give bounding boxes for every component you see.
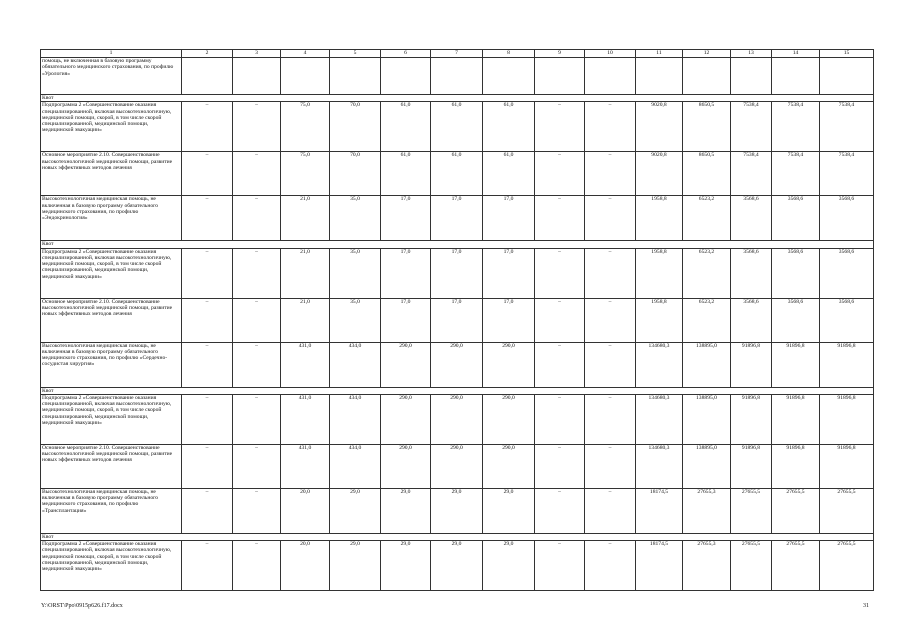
table-cell: 61,0 [483, 102, 535, 152]
table-cell: 21,0 [281, 196, 330, 241]
table-cell: 3568,6 [820, 248, 874, 298]
table-cell [585, 58, 636, 95]
table-cell: – [585, 196, 636, 241]
column-header: 9 [535, 50, 585, 58]
table-cell: 18174,5 [636, 488, 683, 533]
table-cell: 91896,8 [820, 394, 874, 444]
table-cell: – [585, 152, 636, 196]
column-header: 15 [820, 50, 874, 58]
table-cell: 431,0 [281, 342, 330, 387]
table-cell: 29,0 [330, 488, 381, 533]
table-cell: 134680,3 [636, 394, 683, 444]
table-cell: 75,0 [281, 152, 330, 196]
table-cell: – [585, 488, 636, 533]
table-cell: 9020,8 [636, 152, 683, 196]
table-cell: 8650,5 [683, 152, 731, 196]
table-cell: 434,0 [330, 394, 381, 444]
table-cell: – [585, 102, 636, 152]
table-cell [431, 58, 483, 95]
table-cell: 3568,6 [772, 298, 820, 342]
table-cell: – [585, 342, 636, 387]
table-cell: 35,0 [330, 248, 381, 298]
column-header: 12 [683, 50, 731, 58]
table-cell: 20,0 [281, 488, 330, 533]
row-label: Подпрограмма 2 «Совершенствование оказания специализированной, включая высокотехнологичную, медицинской помощи, скорой, в том числе скорой специализированной, медицинской помощи, медицинской эвакуации» [41, 102, 182, 152]
table-cell: 61,0 [431, 152, 483, 196]
table-cell: 35,0 [330, 298, 381, 342]
footer-file-path: Y:\ORST\Ppo\0915p626.f17.docx [41, 603, 123, 609]
row-label: помощь, не включенная в базовую программу обязательного медицинского страхования, по профилю «Урология» [41, 58, 182, 95]
table-cell: 21,0 [281, 248, 330, 298]
table-row [41, 541, 874, 591]
table-cell: – [535, 394, 585, 444]
table-cell: 27655,5 [772, 488, 820, 533]
row-label: Подпрограмма 2 «Совершенствование оказания специализированной, включая высокотехнологичную, медицинской помощи, скорой, в том числе скорой специализированной, медицинской помощи, медицинской эвакуации» [41, 394, 182, 444]
column-header: 5 [330, 50, 381, 58]
table-cell: 17,0 [431, 298, 483, 342]
table-cell: 29,0 [381, 488, 431, 533]
table-cell: 134680,3 [636, 342, 683, 387]
table-cell: – [182, 248, 233, 298]
table-cell [772, 58, 820, 95]
table-cell: 35,0 [330, 196, 381, 241]
table-cell: 434,0 [330, 444, 381, 488]
table-cell [731, 58, 772, 95]
table-cell: 6523,2 [683, 196, 731, 241]
table-cell: 17,0 [431, 248, 483, 298]
table-cell: 27655,5 [820, 541, 874, 591]
data-table [40, 49, 874, 591]
table-cell: 29,0 [483, 488, 535, 533]
table-cell: 17,0 [483, 298, 535, 342]
table-cell: 3568,6 [731, 196, 772, 241]
table-cell [381, 58, 431, 95]
column-header: 10 [585, 50, 636, 58]
table-cell: 138895,0 [683, 342, 731, 387]
table-cell: 138895,0 [683, 394, 731, 444]
table-cell: 27655,5 [731, 488, 772, 533]
table-cell: 18174,5 [636, 541, 683, 591]
row-label: Подпрограмма 2 «Совершенствование оказания специализированной, включая высокотехнологичную, медицинской помощи, скорой, в том числе скорой специализированной, медицинской помощи, медицинской эвакуации» [41, 541, 182, 591]
table-row [41, 488, 874, 533]
column-header: 13 [731, 50, 772, 58]
table-cell: – [585, 394, 636, 444]
table-cell: – [535, 488, 585, 533]
table-cell: 290,0 [431, 394, 483, 444]
table-cell: – [182, 541, 233, 591]
row-label: Высокотехнологичная медицинская помощь, не включенная в базовую программу обязательного медицинского страхования, по профилю «Сердечно-сосудистая хирургия» [41, 342, 182, 387]
column-header: 6 [381, 50, 431, 58]
table-cell: 17,0 [381, 196, 431, 241]
table-cell: – [182, 196, 233, 241]
table-row [41, 342, 874, 387]
table-cell: 431,0 [281, 394, 330, 444]
table-row [41, 58, 874, 95]
table-row [41, 196, 874, 241]
table-cell: 434,0 [330, 342, 381, 387]
table-cell [233, 58, 281, 95]
section-label: Квот [41, 241, 874, 248]
table-cell [535, 58, 585, 95]
column-header: 11 [636, 50, 683, 58]
table-cell: – [182, 342, 233, 387]
row-label: Подпрограмма 2 «Совершенствование оказания специализированной, включая высокотехнологичную, медицинской помощи, скорой, в том числе скорой специализированной, медицинской помощи, медицинской эвакуации» [41, 248, 182, 298]
row-label: Основное мероприятие 2.10. Совершенствование высокотехнологичной медицинской помощи, развитие новых эффективных методов лечения [41, 444, 182, 488]
table-cell: – [585, 298, 636, 342]
table-cell: 290,0 [483, 394, 535, 444]
table-cell: 21,0 [281, 298, 330, 342]
table-row [41, 298, 874, 342]
table-cell: 61,0 [431, 102, 483, 152]
table-cell: – [535, 152, 585, 196]
section-row [41, 95, 874, 102]
table-cell: 290,0 [381, 394, 431, 444]
table-cell: 17,0 [483, 248, 535, 298]
table-cell: 27655,5 [772, 541, 820, 591]
table-cell: 290,0 [483, 444, 535, 488]
table-cell [683, 58, 731, 95]
table-cell [820, 58, 874, 95]
table-cell: 1958,8 [636, 196, 683, 241]
table-cell: – [233, 488, 281, 533]
row-label: Основное мероприятие 2.10. Совершенствование высокотехнологичной медицинской помощи, развитие новых эффективных методов лечения [41, 298, 182, 342]
table-cell: – [535, 102, 585, 152]
table-cell: 431,0 [281, 444, 330, 488]
table-cell: – [233, 196, 281, 241]
table-cell: 9020,8 [636, 102, 683, 152]
table-cell: 7538,4 [731, 152, 772, 196]
table-cell: 91896,8 [820, 342, 874, 387]
table-cell: 290,0 [381, 342, 431, 387]
table-cell: 6523,2 [683, 248, 731, 298]
page-number: 31 [863, 603, 869, 609]
table-cell: 7538,4 [820, 102, 874, 152]
table-cell: 27655,5 [820, 488, 874, 533]
table-cell: 29,0 [381, 541, 431, 591]
table-cell: 17,0 [381, 298, 431, 342]
table-cell: 6523,2 [683, 298, 731, 342]
row-label: Высокотехнологичная медицинская помощь, не включенная в базовую программу обязательного медицинского страхования, по профилю «Эндокринология» [41, 196, 182, 241]
table-cell [281, 58, 330, 95]
table-cell: – [182, 444, 233, 488]
table-cell: 3568,6 [731, 248, 772, 298]
table-cell: 91896,8 [772, 342, 820, 387]
table-cell: 29,0 [483, 541, 535, 591]
table-cell [330, 58, 381, 95]
table-cell: 70,0 [330, 102, 381, 152]
table-cell: 3568,6 [772, 248, 820, 298]
table-cell: 27655,5 [731, 541, 772, 591]
table-cell: – [535, 541, 585, 591]
table-cell: 27655,3 [683, 488, 731, 533]
table-cell: 70,0 [330, 152, 381, 196]
table-cell: 29,0 [431, 488, 483, 533]
row-label: Основное мероприятие 2.10. Совершенствование высокотехнологичной медицинской помощи, развитие новых эффективных методов лечения [41, 152, 182, 196]
column-header: 3 [233, 50, 281, 58]
table-cell: – [535, 196, 585, 241]
table-cell: 7538,4 [772, 152, 820, 196]
column-header: 7 [431, 50, 483, 58]
column-header: 1 [41, 50, 182, 58]
table-cell: 91896,8 [820, 444, 874, 488]
table-cell: 91896,8 [731, 444, 772, 488]
table-cell: – [182, 394, 233, 444]
table-cell: 61,0 [381, 152, 431, 196]
table-cell [483, 58, 535, 95]
table-cell: 138895,0 [683, 444, 731, 488]
table-cell: 29,0 [330, 541, 381, 591]
table-row [41, 444, 874, 488]
table-cell: 7538,4 [772, 102, 820, 152]
table-cell: – [585, 541, 636, 591]
table-cell: – [182, 102, 233, 152]
table-cell: – [182, 152, 233, 196]
table-cell: – [233, 394, 281, 444]
table-cell: – [233, 541, 281, 591]
section-row [41, 533, 874, 540]
table-cell [636, 58, 683, 95]
table-cell: 75,0 [281, 102, 330, 152]
table-cell: 20,0 [281, 541, 330, 591]
table-cell: 290,0 [381, 444, 431, 488]
table-cell: – [182, 488, 233, 533]
section-label: Квот [41, 387, 874, 394]
column-header: 2 [182, 50, 233, 58]
table-row [41, 394, 874, 444]
table-cell: 7538,4 [820, 152, 874, 196]
table-cell: 3568,6 [772, 196, 820, 241]
table-cell: 134680,3 [636, 444, 683, 488]
table-cell: 290,0 [431, 342, 483, 387]
table-cell: 290,0 [431, 444, 483, 488]
section-row [41, 241, 874, 248]
table-cell: – [535, 248, 585, 298]
table-cell: 27655,3 [683, 541, 731, 591]
table-cell: 91896,8 [772, 394, 820, 444]
table-cell: 61,0 [381, 102, 431, 152]
table-cell: 8650,5 [683, 102, 731, 152]
table-cell: – [182, 298, 233, 342]
column-header: 14 [772, 50, 820, 58]
table-cell: – [233, 248, 281, 298]
table-cell: 17,0 [381, 248, 431, 298]
table-cell: – [535, 444, 585, 488]
table-cell [182, 58, 233, 95]
table-cell: 3568,6 [820, 196, 874, 241]
column-header: 4 [281, 50, 330, 58]
section-row [41, 387, 874, 394]
table-cell: – [585, 248, 636, 298]
table-cell: – [585, 444, 636, 488]
table-cell: 1958,8 [636, 298, 683, 342]
table-cell: – [535, 342, 585, 387]
row-label: Высокотехнологичная медицинская помощь, не включенная в базовую программу обязательного медицинского страхования, по профилю «Трансплантация» [41, 488, 182, 533]
table-row [41, 102, 874, 152]
table-cell: 1958,8 [636, 248, 683, 298]
table-cell: 3568,6 [731, 298, 772, 342]
table-cell: – [233, 102, 281, 152]
table-cell: 91896,8 [731, 342, 772, 387]
table-cell: 3568,6 [820, 298, 874, 342]
table-cell: 17,0 [483, 196, 535, 241]
header-row [41, 50, 874, 58]
table-cell: 7538,4 [731, 102, 772, 152]
table-row [41, 248, 874, 298]
table-cell: 17,0 [431, 196, 483, 241]
table-cell: 290,0 [483, 342, 535, 387]
section-label: Квот [41, 533, 874, 540]
table-cell: 29,0 [431, 541, 483, 591]
section-label: Квот [41, 95, 874, 102]
table-cell: – [233, 444, 281, 488]
table-cell: 61,0 [483, 152, 535, 196]
table-cell: – [233, 342, 281, 387]
table-cell: – [233, 298, 281, 342]
table-cell: 91896,8 [772, 444, 820, 488]
table-cell: 91896,8 [731, 394, 772, 444]
column-header: 8 [483, 50, 535, 58]
table-row [41, 152, 874, 196]
table-cell: – [535, 298, 585, 342]
table-cell: – [233, 152, 281, 196]
